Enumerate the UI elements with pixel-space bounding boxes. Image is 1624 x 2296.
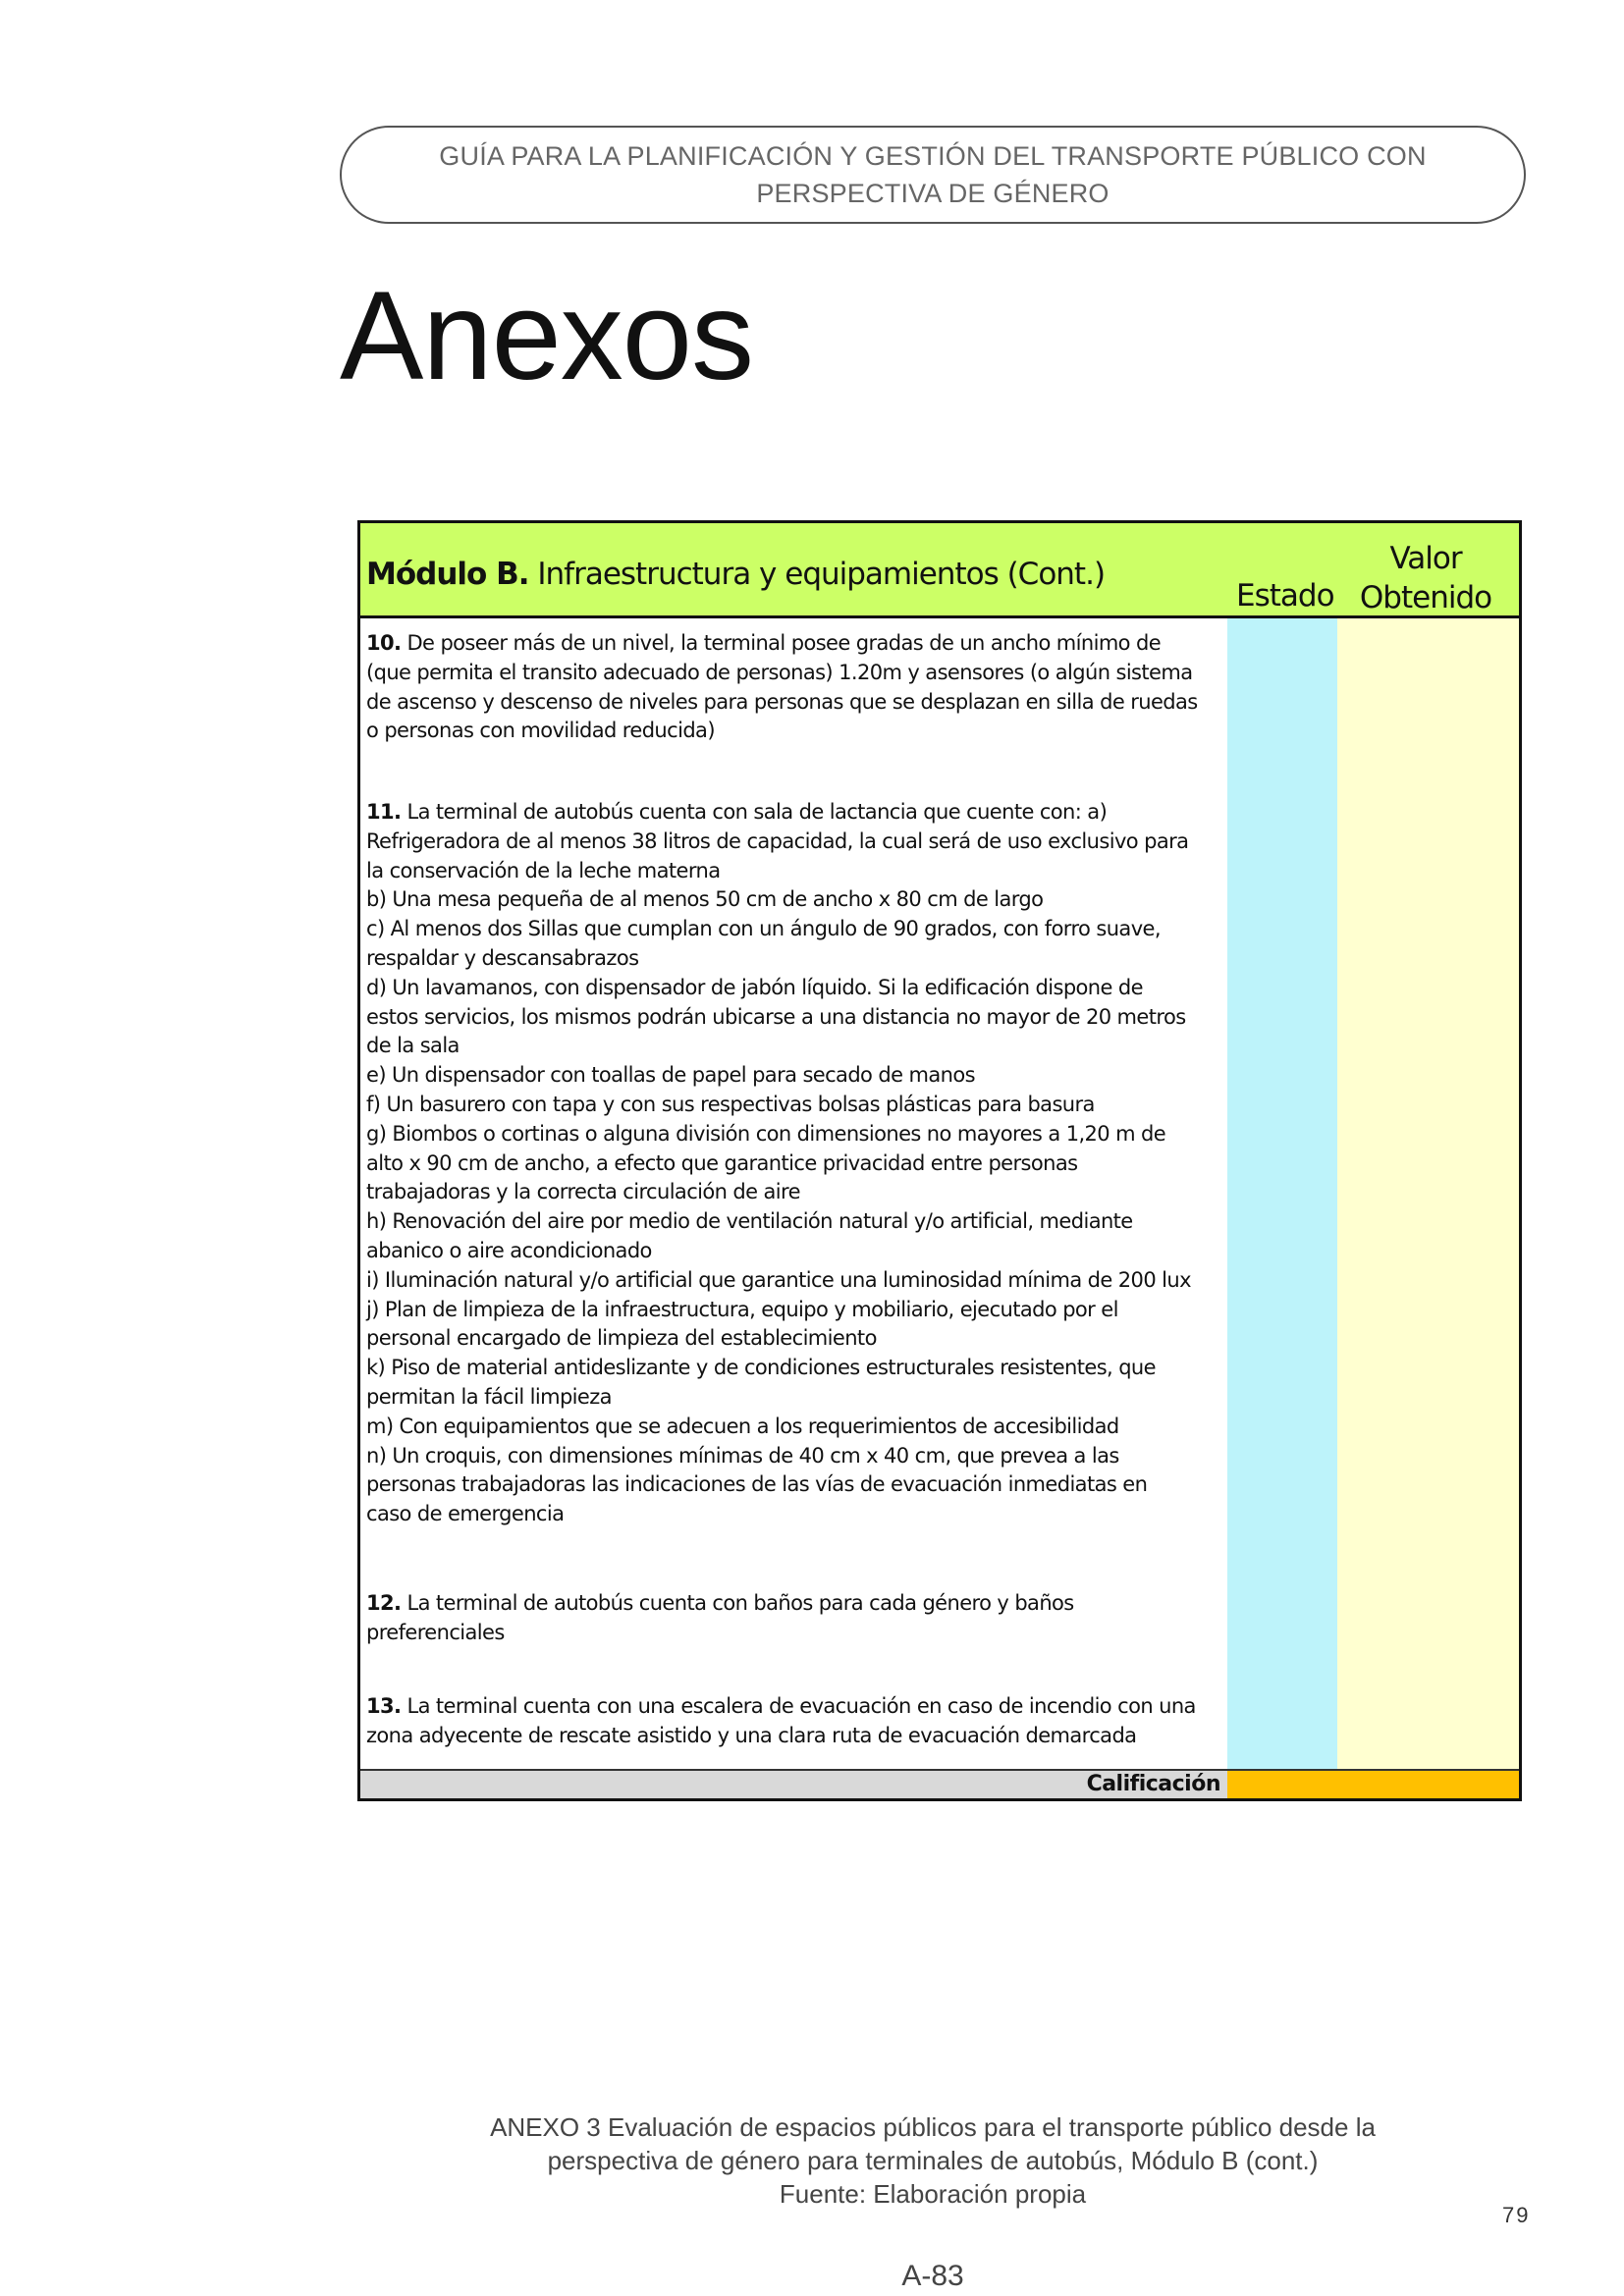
criterion-text: b) Una mesa pequeña de al menos 50 cm de ancho x 80 cm de largo xyxy=(366,887,1044,912)
criterion-text: personas trabajadoras las indicaciones de las vías de evacuación inmediatas en xyxy=(366,1472,1148,1497)
criterion-text: preferenciales xyxy=(366,1620,505,1644)
criterion-text: La terminal de autobús cuenta con sala de lactancia que cuente con: a) xyxy=(401,800,1108,824)
header-line-2: PERSPECTIVA DE GÉNERO xyxy=(756,179,1110,208)
criterion-12 xyxy=(366,1589,1226,1648)
caption-line-2: perspectiva de género para terminales de autobús, Módulo B (cont.) xyxy=(547,2146,1319,2175)
criterion-text: g) Biombos o cortinas o alguna división con dimensiones no mayores a 1,20 m de xyxy=(366,1121,1166,1146)
criterion-text: La terminal de autobús cuenta con baños para cada género y baños xyxy=(401,1591,1074,1615)
criterion-13 xyxy=(366,1692,1226,1751)
header-line-1: GUÍA PARA LA PLANIFICACIÓN Y GESTIÓN DEL TRANSPORTE PÚBLICO CON xyxy=(439,141,1427,171)
criterion-text: de ascenso y descenso de niveles para personas que se desplazan en silla de ruedas xyxy=(366,689,1198,714)
document-header xyxy=(340,126,1526,224)
page-number: 79 xyxy=(1502,2203,1531,2227)
evaluation-table xyxy=(357,520,1522,1801)
criterion-text: caso de emergencia xyxy=(366,1502,565,1526)
criterion-text: abanico o aire acondicionado xyxy=(366,1238,652,1262)
criterion-number: 11. xyxy=(366,800,402,824)
criterion-text: (que permita el transito adecuado de personas) 1.20m y asensores (o algún sistema xyxy=(366,660,1193,684)
criterion-number: 12. xyxy=(366,1591,402,1615)
criterion-text: zona adyecente de rescate asistido y una clara ruta de evacuación demarcada xyxy=(366,1723,1137,1747)
caption-source: Fuente: Elaboración propia xyxy=(779,2179,1087,2209)
valor-line-1: Valor xyxy=(1389,541,1462,576)
criterion-10 xyxy=(366,629,1226,746)
criterion-text: k) Piso de material antideslizante y de condiciones estructurales resistentes, que xyxy=(366,1356,1156,1380)
criterion-text: De poseer más de un nivel, la terminal posee gradas de un ancho mínimo de xyxy=(401,631,1162,655)
criterion-text: trabajadoras y la correcta circulación de aire xyxy=(366,1180,800,1204)
criterion-text: n) Un croquis, con dimensiones mínimas de 40 cm x 40 cm, que prevea a las xyxy=(366,1443,1119,1468)
criterion-text: de la sala xyxy=(366,1034,460,1058)
criterion-text: estos servicios, los mismos podrán ubicarse a una distancia no mayor de 20 metros xyxy=(366,1004,1186,1029)
criterion-text: permitan la fácil limpieza xyxy=(366,1384,612,1409)
criterion-text: o personas con movilidad reducida) xyxy=(366,719,715,743)
valor-line-2: Obtenido xyxy=(1359,580,1492,615)
criterion-text: la conservación de la leche materna xyxy=(366,858,721,882)
caption-line-1: ANEXO 3 Evaluación de espacios públicos para el transporte público desde la xyxy=(490,2112,1376,2142)
page-title: Anexos xyxy=(340,266,753,406)
column-header-valor-obtenido xyxy=(1352,539,1499,617)
criterion-text: h) Renovación del aire por medio de ventilación natural y/o artificial, mediante xyxy=(366,1209,1133,1234)
criterion-text: m) Con equipamientos que se adecuen a los requerimientos de accesibilidad xyxy=(366,1414,1119,1438)
criterion-text: alto x 90 cm de ancho, a efecto que garantice privacidad entre personas xyxy=(366,1150,1078,1175)
annex-page-number: A-83 xyxy=(901,2260,964,2292)
criterion-text: e) Un dispensador con toallas de papel para secado de manos xyxy=(366,1063,975,1088)
table-header xyxy=(360,523,1519,618)
estado-column xyxy=(1227,618,1337,1769)
module-title xyxy=(366,557,1105,592)
module-title-rest: Infraestructura y equipamientos (Cont.) xyxy=(528,557,1106,592)
valor-obtenido-column xyxy=(1337,618,1519,1769)
criterion-number: 13. xyxy=(366,1694,402,1718)
criterion-text: c) Al menos dos Sillas que cumplan con un ángulo de 90 grados, con forro suave, xyxy=(366,917,1161,941)
module-title-bold: Módulo B. xyxy=(366,557,529,592)
calificacion-label: Calificación xyxy=(1086,1772,1220,1796)
criterion-text: personal encargado de limpieza del establecimiento xyxy=(366,1326,877,1351)
calificacion-score-cell xyxy=(1227,1771,1519,1798)
criterion-text: La terminal cuenta con una escalera de evacuación en caso de incendio con una xyxy=(401,1694,1196,1718)
calificacion-row xyxy=(360,1769,1519,1798)
criterion-text: f) Un basurero con tapa y con sus respectivas bolsas plásticas para basura xyxy=(366,1092,1095,1116)
column-header-estado: Estado xyxy=(1236,578,1334,614)
criterion-11 xyxy=(366,798,1226,1529)
figure-caption xyxy=(340,2110,1526,2211)
criterion-text: Refrigeradora de al menos 38 litros de capacidad, la cual será de uso exclusivo para xyxy=(366,828,1189,853)
criterion-text: respaldar y descansabrazos xyxy=(366,945,639,970)
criterion-text: j) Plan de limpieza de la infraestructura, equipo y mobiliario, ejecutado por el xyxy=(366,1297,1118,1321)
criterion-text: d) Un lavamanos, con dispensador de jabón líquido. Si la edificación dispone de xyxy=(366,975,1143,999)
criterion-number: 10. xyxy=(366,631,402,655)
criterion-text: i) Iluminación natural y/o artificial que garantice una luminosidad mínima de 200 lux xyxy=(366,1267,1191,1292)
